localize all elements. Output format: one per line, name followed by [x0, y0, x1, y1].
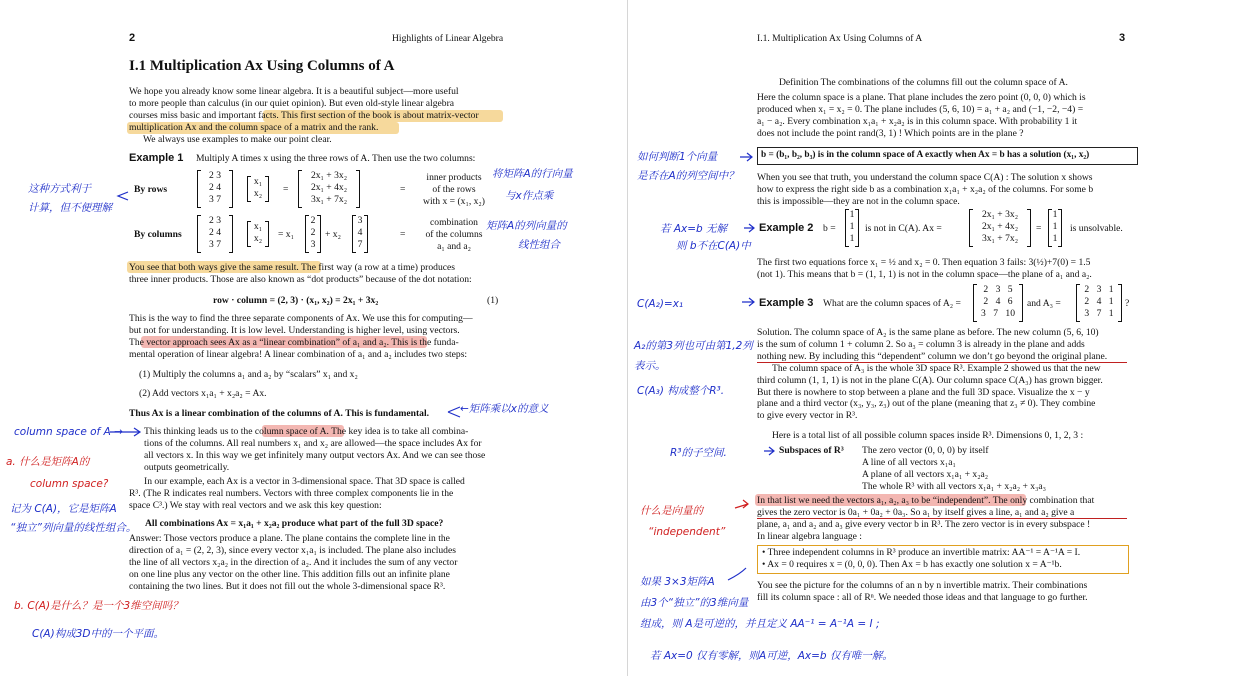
para-plane: Here the column space is a plane. That plane includes the zero point (0, 0, 0) which is produced when x₁ = x₂ = 0. The plane includes (5, 6, 10) = a₁ + a₂ and (−1, −2, −4) = a₁ − a₂. Every combination x₁a₁ + x₂a₂ is in this column space. With probability 1 it does not include the point rand(3, 1) ! Which points are in the plane ?	[757, 92, 1086, 139]
note: 由3个“独立”的3维向量	[640, 597, 749, 609]
note: 线性组合	[518, 239, 560, 251]
running-head-right: I.1. Multiplication Ax Using Columns of A	[757, 33, 923, 44]
note: column space?	[30, 478, 109, 490]
para-picture: You see the picture for the columns of an n by n invertible matrix. Their combinations fill its column space : all of Rⁿ. We needed those ideas and that language to go further.	[757, 580, 1088, 603]
note: 这种方式利于	[28, 183, 91, 195]
note: 如果 3×3矩阵A	[640, 576, 715, 588]
by-rows-label: By rows	[134, 184, 168, 195]
note: 是否在A的列空间中？	[637, 170, 739, 182]
arrow-icon	[744, 224, 754, 232]
running-head-left: Highlights of Linear Algebra	[392, 33, 504, 44]
note: 什么是向量的	[640, 505, 703, 517]
eq-number: (1)	[487, 295, 499, 306]
note: 则 b不在C(A)中	[676, 240, 751, 252]
note: R³的子空间.	[670, 447, 727, 459]
example1-head: Example 1	[129, 152, 184, 164]
vector-ones: 1 1 1	[1048, 209, 1062, 247]
arrow-icon	[448, 407, 460, 417]
arrow-icon	[118, 192, 128, 200]
note: 矩阵A的列向量的	[486, 220, 567, 232]
note: 若 Ax=b 无解	[660, 223, 728, 235]
para-example: In our example, each Ax is a vector in 3-dimensional space. That 3D space is called R³. (The R indicates real numbers. Vectors with three complex components lie in the space C³.) We stay with real vectors and we ask this key question:	[129, 476, 465, 511]
example3-head: Example 3	[759, 297, 814, 309]
example2-head: Example 2	[759, 222, 814, 234]
vector-x: x₁ x₂	[247, 176, 269, 202]
rows-result: 2x₁ + 3x₂ 2x₁ + 4x₂ 3x₁ + 7x₂	[298, 170, 360, 208]
vector-b: 1 1 1	[845, 209, 859, 247]
right-page: I.1. Multiplication Ax Using Columns of A 3 Definition The combinations of the columns fill out the column space of A. Here the column space is a plane. That plane includes the zero point (0, 0, 0) which is produced when x₁ = x₂ = 0. The plane includes (5, 6, 10) = a₁ + a₂ and (−1, −2, −4) = a₁ − a₂. Every combination x₁a₁ + x₂a₂ is in this column space. With probability 1 it does not include the point rand(3, 1) ! Which points are in the plane ? b = (b₁, b₂, b₃) is in the column space of A exactly when Ax = b has a solution (x₁, x₂) When you see that truth, you understand the column space C(A) : The solution x shows how to express the right side b as a combination x₁a₁ + x₂a₂ of the columns. For some b this is impossible—they are not in the column space. Example 2 b = 1 1 1 is not in C(A). Ax = 2x₁ + 3x₂ 2x₁ + 4x₂ 3x₁ + 7x₂ = 1 1 1 is unsolvable. The first two equations force x₁ = ½ and x₂ = 0. Then equation 3 fails: 3(½)+7(0) = 1.5 (not 1). This means that b = (1, 1, 1) is not in the column space—the plane of a₁ and a₂. Example 3 What are the column spaces of A₂ = 2 3 5 2 4 6 3 7 10 and A₃ = 2 3 1 2 4 1 3 7 1 ? Solution. The column space of A₂ is the same plane as before. The new column (5, 6, 10) is the sum of column 1 + column 2. So a₃ = column 3 is already in the plane and adds nothing new. By including this “dependent” column we don’t go beyond the original plane. The column space of A₃ is the whole 3D space R³. Example 2 showed us that the new third column (1, 1, 1) is not in the plane C(A). Our column space C(A₃) has grown bigger. But there is nowhere to stop between a plane and the full 3D space. Visualize the x − y plane and a third vector (x₃, y₃, z₃) out of the plane (meaning that z₃ ≠ 0). They combine to give every vector in R³. Here is a total list of all possible column spaces inside R³. Dimensions 0, 1, 2, 3 : Subspaces of R³ The zero vector (0, 0, 0) by itself A line of all vectors x₁a₁ A plane of all vectors x₁a₁ + x₂a₂ The whole R³ with all vectors x₁a₁ + x₂a₂ + x₃a₃ In that list we need the vectors a₁, a₂, a₃ to be “independent”. The only combination that gives the zero vector is 0a₁ + 0a₂ + 0a₃. So a₁ by itself gives a line, a₁ and a₂ give a plane, a₁ and a₂ and a₃ give every vector b in R³. The zero vector is in every subspace ! In linear algebra language : • Three independent columns in R³ produce an invertible matrix: AA⁻¹ = A⁻¹A = I. • Ax = 0 requires x = (0, 0, 0). Then Ax = b has exactly one solution x = A⁻¹b. You see the picture for the columns of an n by n invertible matrix. Their combinations fill its column space : all of Rⁿ. We needed those ideas and that language to go further.	[629, 0, 1256, 676]
note: a. 什么是矩阵A的	[6, 456, 90, 468]
definition: Definition The combinations of the columns fill out the column space of A.	[779, 77, 1068, 88]
note: 与x作点乘	[505, 190, 554, 202]
answer: Answer: Those vectors produce a plane. The plane contains the complete line in the direction of a₁ = (2, 2, 3), since every vector x₁a₁ is included. The plane also includes the line of all vectors x₂a₂ in the direction of a₂. And it includes the sum of any vector on one line plus any vector on the other line. This addition fills out an infinite plane containing the two lines. But it does not fill out the whole 3-dimensional space R³.	[129, 533, 458, 592]
note: C(A₂)=x₁	[637, 298, 684, 310]
note: 组成，则 A是可逆的，并且定义 AA⁻¹ = A⁻¹A = I ;	[640, 618, 880, 630]
cols-note: combination of the columns a₁ and a₂	[425, 217, 483, 252]
section-title: I.1 Multiplication Ax Using Columns of A	[129, 58, 395, 74]
arrow-icon	[742, 298, 754, 306]
para-total-list: Here is a total list of all possible column spaces inside R³. Dimensions 0, 1, 2, 3 :	[772, 430, 1084, 441]
note: 将矩阵A的行向量	[492, 168, 573, 180]
para-solution: Solution. The column space of A₂ is the same plane as before. The new column (5, 6, 10) is the sum of column 1 + column 2. So a₃ = column 3 is already in the plane and adds nothing new. By including this “dependent” column we don’t go beyond the original plane. The column space of A₃ is the whole 3D space R³. Example 2 showed us that the new third column (1, 1, 1) is not in the plane C(A). Our column space C(A₃) has grown bigger. But there is nowhere to stop between a plane and the full 3D space. Visualize the x − y plane and a third vector (x₃, y₃, z₃) out of the plane (meaning that z₃ ≠ 0). They combine to give every vector in R³.	[757, 327, 1108, 422]
arrow-icon	[110, 428, 140, 436]
para-way: This is the way to find the three separate components of Ax. We use this for computing— but not for understanding. It is low level. Understanding is higher level, using vectors. The vector approach sees Ax as a “linear combination” of a₁ and a₂. This is the funda- mental operation of linear algebra! A linear combination of a₁ and a₂ includes two steps:	[129, 313, 473, 360]
para-both-ways: You see that both ways give the same result. The first way (a row at a time) produces three inner products. Those are also known as “dot products” because of the dot notation:	[129, 262, 472, 285]
note: b. C(A)是什么？是一个3维空间吗？	[14, 600, 183, 612]
arrow-icon	[735, 500, 748, 508]
note: 若 Ax=0 仅有零解，则A可逆，Ax=b 仅有唯一解。	[650, 650, 893, 662]
subspaces-list: The zero vector (0, 0, 0) by itself A line of all vectors x₁a₁ A plane of all vectors x₁a₁ + x₂a₂ The whole R³ with all vectors x₁a₁ + x₂a₂ + x₃a₃	[862, 445, 1047, 492]
dot-product-eq: row · column = (2, 3) · (x₁, x₂) = 2x₁ + 3x₂	[213, 295, 379, 306]
note: “独立”列向量的线性组合。	[10, 522, 137, 534]
matrix-A3: 2 3 1 2 4 1 3 7 1	[1076, 284, 1122, 322]
page-number-left: 2	[129, 32, 136, 44]
matrix-A: 2 3 2 4 3 7	[197, 170, 233, 208]
note: 记为 C(A)，它是矩阵A	[10, 503, 117, 515]
arrow-icon	[740, 153, 752, 161]
bullets: • Three independent columns in R³ produce an invertible matrix: AA⁻¹ = A⁻¹A = I. • Ax = 0 requires x = (0, 0, 0). Then Ax = b has exactly one solution x = A⁻¹b.	[762, 547, 1081, 570]
key-fact: b = (b₁, b₂, b₃) is in the column space of A exactly when Ax = b has a solution (x₁, x₂)	[761, 150, 1090, 160]
note: A₂的第3列也可由第1,2列	[634, 340, 753, 352]
ax-result: 2x₁ + 3x₂ 2x₁ + 4x₂ 3x₁ + 7x₂	[969, 209, 1031, 247]
key-question: All combinations Ax = x₁a₁ + x₂a₂ produce what part of the full 3D space?	[145, 518, 444, 529]
intro-paragraph: We hope you already know some linear algebra. It is a beautiful subject—more useful to more people than calculus (in our quiet opinion). But even old-style linear algebra courses miss basic and important facts. This first section of the book is about matrix-vector multiplication Ax and the column space of a matrix and the rank. We always use examples to make our point clear.	[129, 86, 479, 145]
by-columns-label: By columns	[134, 229, 182, 240]
left-page: 2 Highlights of Linear Algebra I.1 Multiplication Ax Using Columns of A We hope you already know some linear algebra. It is a beautiful subject—more useful to more people than calculus (in our quiet opinion). But even old-style linear algebra courses miss basic and important facts. This first section of the book is about matrix-vector multiplication Ax and the column space of a matrix and the rank. We always use examples to make our point clear. Example 1 Multiply A times x using the three rows of A. Then use the two columns: By rows 2 3 2 4 3 7 x₁ x₂ = 2x₁ + 3x₂ 2x₁ + 4x₂ 3x₁ + 7x₂ = inner products of the rows with x = (x₁, x₂) By columns 2 3 2 4 3 7 x₁ x₂ = x₁ 2 2 3 + x₂ 3 4 7 = combination of the columns a₁ and a₂ You see that both ways give the same result. The first way (a row at a time) produces three inner products. Those are also known as “dot products” because of the dot notation: row · column = (2, 3) · (x₁, x₂) = 2x₁ + 3x₂ (1) This is the way to find the three separate components of Ax. We use this for computing— but not for understanding. It is low level. Understanding is higher level, using vectors. The vector approach sees Ax as a “linear combination” of a₁ and a₂. This is the funda- mental operation of linear algebra! A linear combination of a₁ and a₂ includes two steps: (1) Multiply the columns a₁ and a₂ by “scalars” x₁ and x₂ (2) Add vectors x₁a₁ + x₂a₂ = Ax. Thus Ax is a linear combination of the columns of A. This is fundamental. This thinking leads us to the column space of A. The key idea is to take all combina- tions of the columns. All real numbers x₁ and x₂ are allowed—the space includes Ax for all vectors x. In this way we get infinitely many output vectors Ax. And we can see those outputs geometrically. In our example, each Ax is a vector in 3-dimensional space. That 3D space is called R³. (The R indicates real numbers. Vectors with three complex components lie in the space C³.) We stay with real vectors and we ask this key question: All combinations Ax = x₁a₁ + x₂a₂ produce what part of the full 3D space? Answer: Those vectors produce a plane. The plane contains the complete line in the direction of a₁ = (2, 2, 3), since every vector x₁a₁ is included. The plane also includes the line of all vectors x₂a₂ in the direction of a₂. And it includes the sum of any vector on one line plus any vector on the other line. This addition fills out an infinite plane containing the two lines. But it does not fill out the whole 3-dimensional space R³.	[0, 0, 628, 676]
vector-x-2: x₁ x₂	[247, 221, 269, 247]
note: ←矩阵乘以x的意义	[460, 403, 549, 415]
arrow-icon	[764, 447, 774, 455]
note: C(A)构成3D中的一个平面。	[32, 628, 164, 640]
thus-statement: Thus Ax is a linear combination of the columns of A. This is fundamental.	[129, 408, 430, 419]
page-number-right: 3	[1119, 32, 1126, 44]
matrix-A2: 2 3 5 2 4 6 3 7 10	[973, 284, 1023, 322]
note: 如何判断1个向量	[637, 151, 718, 163]
note: 计算，但不便理解	[28, 202, 112, 214]
subspaces-head: Subspaces of R³	[779, 445, 844, 456]
para-independent: In that list we need the vectors a₁, a₂, a₃ to be “independent”. The only combination that gives the zero vector is 0a₁ + 0a₂ + 0a₃. So a₁ by itself gives a line, a₁ and a₂ give a plane, a₁ and a₂ and a₃ give every vector b in R³. The zero vector is in every subspace ! In linear algebra language :	[757, 495, 1095, 542]
column-a2: 3 4 7	[352, 215, 368, 253]
note: column space of A →	[14, 426, 123, 438]
note: “independent”	[648, 526, 726, 538]
column-a1: 2 2 3	[305, 215, 321, 253]
rows-note: inner products of the rows with x = (x₁, x₂)	[423, 172, 485, 207]
example1-text: Multiply A times x using the three rows of A. Then use the two columns:	[196, 153, 476, 164]
para-column-space: This thinking leads us to the column space of A. The key idea is to take all combina- tions of the columns. All real numbers x₁ and x₂ are allowed—the space includes Ax for all vectors x. In this way we get infinitely many output vectors Ax. And we can see those outputs geometrically.	[144, 426, 486, 473]
para-truth: When you see that truth, you understand the column space C(A) : The solution x shows how to express the right side b as a combination x₁a₁ + x₂a₂ of the columns. For some b this is impossible—they are not in the column space.	[757, 172, 1094, 207]
arrow-icon	[728, 568, 746, 580]
note: C(A₃) 构成整个R³.	[637, 385, 725, 397]
note: 表示。	[634, 360, 666, 372]
matrix-A-2: 2 3 2 4 3 7	[197, 215, 233, 253]
para-force: The first two equations force x₁ = ½ and x₂ = 0. Then equation 3 fails: 3(½)+7(0) = 1.5 (not 1). This means that b = (1, 1, 1) is not in the column space—the plane of a₁ and a₂.	[757, 257, 1092, 280]
